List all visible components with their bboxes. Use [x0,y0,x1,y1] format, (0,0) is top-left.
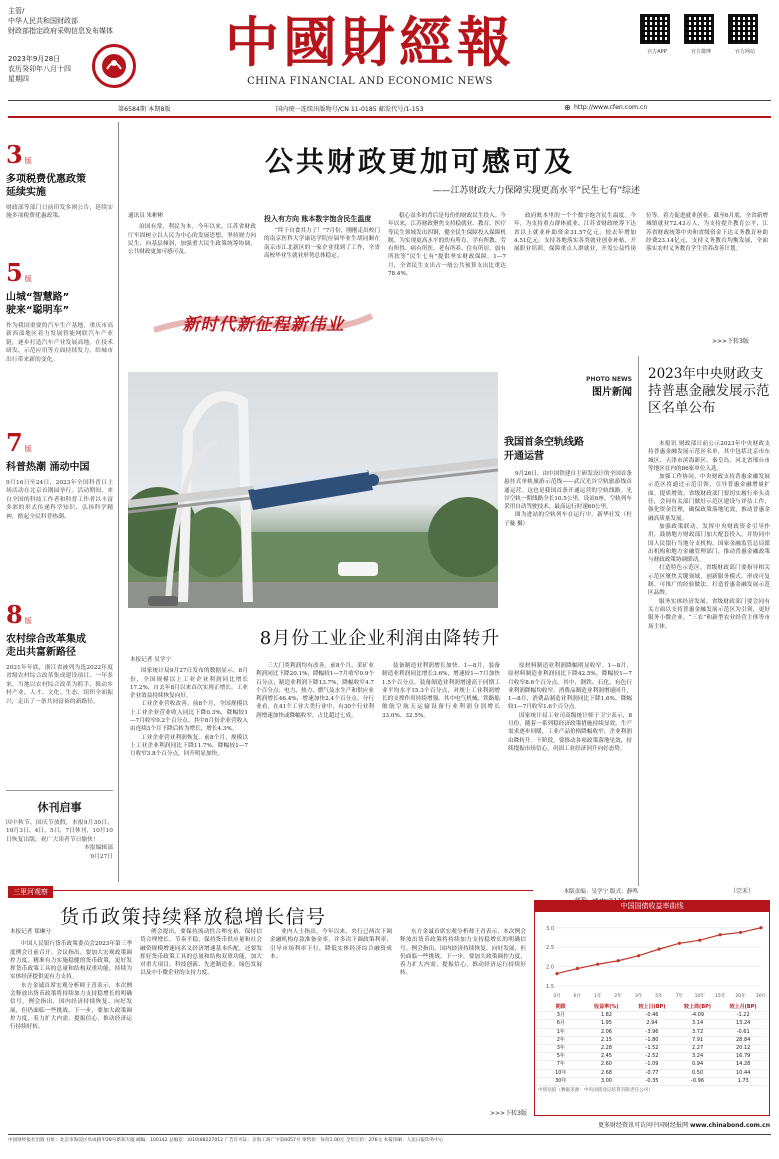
bond-table-row [538,1061,766,1069]
right-para-4: 打造特色示范区。省级财政部门要指导相关示范区聚焦关键领域，创新服务模式，形成可复制、可推广的经验做法，打造普惠金融发展示范区品牌。 [648,565,770,597]
sidebar-item-5[interactable] [6,258,113,398]
industry-para-3: 工业企业营业利润恢复。前8个月，规模以上工业企业利润同比下降11.7%，降幅较1—7月收窄3.8个百分点，回升明显加快。 [130,734,248,758]
x-tick-label: 2年 [614,994,622,999]
bond-table-cell: 20.12 [736,1045,751,1052]
y-tick-label: 2.5 [546,945,554,952]
bond-table-cell: 较上月(BP) [729,1004,757,1010]
yield-point [759,926,762,929]
holiday-notice [6,790,113,871]
publication-code: 国内统一连续出版物号/CN 11-0185 邮发代号/1-153 [276,106,424,113]
bond-table-cell: 期限 [555,1004,566,1010]
bond-table-cell: -0.77 [645,1069,659,1076]
issue-number: 第6584期 本期8版 [118,106,171,113]
bond-table-cell: 2.68 [600,1069,612,1076]
qr-label-app: 官方APP [647,49,667,55]
bond-table-cell: 13.24 [736,1020,751,1027]
bond-table-cell: 1.95 [600,1020,612,1027]
bond-table-row [538,1053,766,1061]
bond-table-cell: -0.35 [645,1077,659,1084]
bond-table-cell: 2.15 [600,1036,612,1043]
qr-label-web: 官方网站 [734,49,755,55]
industry-para-2: 工业企业营收改善。前8个月，全国规模以上工业企业营业收入同比下降0.3%，降幅较1—7月收窄0.2个百分点。其中8月份企业营收入由连续3个月下降后转为增长，增长4.3%。 [130,701,248,733]
bond-table-cell: 10年 [555,1069,567,1076]
bond-table-cell: 收益率(%) [594,1004,619,1010]
monetary-para-2b: 东方金诚首席宏观分析师王青表示，本次例会释放出货币政策将持续加力支持稳增长的明确信号。例会指出，国内经济持续恢复、向好发展，但仍面临一些挑战。下一步，要加大政策调控力度，着力扩大内需、提振信心，推动经济运行持续好转。 [400,929,526,977]
bond-table-row [538,1070,766,1078]
x-tick-label: 3年 [634,994,643,999]
bond-table-cell: 7.91 [692,1036,704,1043]
bond-table-cell: 3.72 [692,1028,704,1035]
qr-website-icon[interactable] [728,14,758,44]
bond-table-cell: 7年 [556,1061,565,1068]
holiday-title: 休刊启事 [37,801,82,814]
bond-table-cell: 6月 [556,1020,565,1027]
lead-subhead: ——江苏财政大力保障实现更高水平“民生七有”综述 [432,186,640,196]
holiday-sign: 本报编辑部 [84,845,113,852]
sidebar-title: 农村综合改革集成 走出共富新路径 [6,634,86,658]
y-tick-label: 3.0 [546,925,554,932]
qr-group [640,14,770,74]
bond-table-cell: -4.09 [691,1012,705,1019]
lead-col-1 [128,212,256,292]
right-story-title: 2023年中央财政支持普惠金融发展示范区名单公布 [648,366,770,416]
yield-point [698,939,701,942]
bond-table-cell: -0.61 [736,1028,750,1035]
bond-table-cell: 30年 [555,1077,567,1084]
industry-para-6: 原材料制造业利润降幅明显收窄。1—8月，原材料制造业利润同比下降42.5%，降幅较1—7月收窄8.6个百分点。其中，钢铁、石化、有色行业利润降幅均收窄。消费品制造业利润增速回升，1—8月，消费品制造业利润同比下降1.6%，降幅较1—7月收窄1.6个百分点。 [508,663,632,711]
industry-para-7: 国家统计局工业司高级统计师于卫宁表示，8月份，随着一系列稳经济政策措施持续显效，生产需求逐步回暖，工业产品价格降幅收窄，企业利润由降转升。下阶段，要推动各项政策落地见效，持续提振市场信心，巩固工业经济回升向好态势。 [508,712,632,752]
slogan-banner [150,306,375,340]
photo-news-tag-cn: 图片新闻 [592,387,632,398]
bond-table [535,1004,769,1086]
anniversary-seal-icon [92,44,136,88]
bond-table-cell: -1.52 [645,1045,659,1052]
photo-news-box [504,376,632,606]
sidebar-page-number: 8 版 [6,600,32,629]
right-story-credit: （宗禾） [730,888,755,895]
x-tick-label: 6月 [573,994,582,999]
qr-app-icon[interactable] [640,14,670,44]
bond-table-cell: 2年 [556,1036,565,1043]
sidebar-text: 作为我国重要的汽车生产基地，重庆市高新西部地区着力发展智能网联汽车产业链，逐步打造汽车产业发展高地。在技术研发、示范应用等方面持续发力，给城市出行带来新的变化。 [6,323,113,363]
lead-para-4: 政府账本里的一个个数字饱含民生温度。今年，为支持重点群体就业，江苏省财政统筹下达省以上就业补助资金31.57亿元，较去年增加4.51亿元，支持各地落实各类就业创业补贴，开展职业培训，保障重点人群就业，开发公益性岗位等。着力促进就业创业。截至6月底，全省新增城镇就业72.43万人，为支持提升教育公平，江苏省财政统筹中央和省级资金下达义务教育补助经费23.14亿元，支持义务教育均衡发展，全面落实农村义务教育学生营养改善计划。 [514,213,768,253]
bond-table-cell: 10.44 [736,1069,751,1076]
sidebar [6,140,113,705]
monetary-para-4: 业内人士指出，今年以来，央行已两次下调金融机构存款准备金率，并多次下调政策利率，引导市场利率下行，降低实体经济综合融资成本。 [270,929,392,960]
monetary-more[interactable]: >>>下转3版 [490,1110,527,1117]
monetary-para-2: 东方金诚首席宏观分析师王青表示，本次例会释放出货币政策将持续加力支持稳增长的明确信号。例会指出，国内经济持续恢复、向好发展，但仍面临一些挑战。下一步，要加大政策调控力度，着力扩大内需、提振信心，推动经济运行持续好转。 [10,982,132,1031]
monetary-col-4 [400,928,526,1108]
bond-table-cell: -0.96 [691,1077,705,1084]
bond-table-cell: 2.27 [692,1045,704,1052]
bond-table-cell: 2.28 [600,1045,612,1052]
lead-byline: 通讯员 朱彬彬 [128,213,164,219]
info-bar [8,103,771,115]
slogan-text: 新时代新征程新伟业 [182,315,345,335]
editor-layout: 版式：静鸣 [610,889,638,895]
sponsor-block [8,6,138,36]
lead-para-2: “终于自食其力了！”7月份，刚刚走出校门的南京医科大学康达学院应届毕业生胡同顺在南京市江北新区的一家企业找到了工作，全省高校毕业生就业形势总体稳定。 [264,228,380,259]
masthead [0,0,779,100]
sidebar-page-number: 3 版 [6,140,32,169]
bond-table-row [538,1029,766,1037]
yield-point [719,933,722,936]
bond-table-row [538,1078,766,1086]
x-tick-label: 1年 [594,994,602,999]
bond-table-cell: 0.50 [692,1069,704,1076]
lead-col-2 [264,212,380,304]
industry-col-1 [130,656,248,884]
sidebar-divider [118,122,119,882]
news-photo [128,372,498,608]
bond-table-cell: -3.96 [645,1028,659,1035]
top-rule [8,100,771,101]
bond-table-cell: -1.09 [645,1061,659,1068]
right-para-3: 加强政策联动。发挥中央财政资金引导作用，鼓励地方财政部门加大配套投入，并协同中国人民银行当地分支机构、国家金融监管总局派出机构和地方金融管理部门，推动普惠金融政策与财政政策协调联动。 [648,523,770,564]
monetary-byline: 本报记者 郑琳兮 [10,929,51,935]
y-tick-label: 1.5 [546,984,554,990]
date-line-2: 农历癸卯年八月十四 [8,65,71,73]
industry-col-2 [256,662,374,884]
sidebar-text: 9月16日至24日，2023年全国科普日主场活动在北京首钢园举行。活动期间，来自全国的科技工作者和科普工作者以丰富多彩的形式传递科学知识、弘扬科学精神，掀起全民科普热潮。 [6,480,113,520]
bond-table-cell: 2.06 [600,1028,612,1035]
section-tag: 三里河观察 [8,886,53,898]
sidebar-title: 科普热潮 涌动中国 [6,462,90,473]
sponsor-line-3: 财政部指定政府采购信息发布媒体 [8,27,113,35]
qr-weibo-icon[interactable] [684,14,714,44]
sponsor-line-1: 主管/ [8,7,25,15]
yield-point [657,948,660,951]
x-tick-label: 7年 [675,994,684,999]
sidebar-page-number: 7 版 [6,428,32,457]
industry-col-4 [508,662,632,884]
bond-table-cell: 16.79 [736,1053,751,1060]
sidebar-text: 2021年年底，浙江省被列为选2022年度省级农村综合改革集成建设项目。一年多来，当地以农村综合改革为抓手，推动乡村产业、人才、文化、生态、组织全面振兴，走出了一条共同富裕的新路径。 [6,665,113,705]
right-para-5: 服务实体经济发展。省级财政部门要会同有关方面以支持普惠金融发展示范区为引领，更好服务小微企业、“三农”和新型农业经营主体等市场主体。 [648,598,770,630]
bond-table-row [538,1020,766,1028]
bond-table-row [538,1037,766,1045]
lead-para-1: 治国有常，利民为本。今年以来，江苏省财政厅牢固树立以人民为中心的发展思想，坚持财力向民生、向基层倾斜，加强重大民生政策统筹协调，公共财政更加可感可及。 [128,224,256,256]
bond-table-cell: 2.94 [646,1020,658,1027]
bond-table-cell: 1.73 [737,1077,749,1084]
section-red-rule [8,890,533,891]
industry-col-3 [382,662,500,884]
holiday-text: 因中秋节、国庆节放假，本报9月30日、10月3日、4日、5日、7日休刊，10月10日恢复出版。祝广大读者节日愉快！ [6,820,113,843]
top-red-rule [8,116,771,118]
industry-byline: 本报记者 吴学宁 [130,657,171,663]
bond-table-cell: 1年 [556,1028,565,1035]
bond-table-cell: -2.52 [645,1053,659,1060]
photo-news-credit: 图为进站的空轨列车在运行中。新华社发（杜子璇 摄） [504,512,632,527]
date-line-3: 星期四 [8,75,29,83]
industry-headline: 8月份工业企业利润由降转升 [259,628,501,649]
date-block [8,54,98,84]
bond-table-cell: 较上周(BP) [684,1004,712,1010]
bond-table-cell: 28.84 [736,1036,751,1043]
sidebar-text: 财政部等部门日前印发多则公告，延续实施多项税费优惠政策。 [6,205,113,220]
right-para-1: 本报讯 财政部日前公示2023年中央财政支持普惠金融发展示范区名单，其中包括北京市东城区、天津市滨海新区、秦皇岛、河北省邢台市等地区在内的86家单位入选。 [648,441,770,472]
x-tick-label: 3月 [553,994,561,999]
yield-point [617,959,620,962]
yield-point [739,931,742,934]
photo-news-text: 9月26日，由中国铁建自主研发设计的全国首条悬挂式单轨旅游示范线——武汉光谷空轨旅游线首通运营。这也是我国首条开通运营的空轨线路。光谷空轨一期线路全长10.5公里，设站6座。空轨列车采用自动驾驶技术，最高运行时速60公里。 [504,471,632,511]
monetary-headline: 货币政策持续释放稳增长信号 [60,906,327,928]
yield-point [555,972,558,975]
bond-table-cell: 5年 [556,1053,565,1060]
sidebar-title: 多项税费优惠政策 延续实施 [6,174,86,198]
x-tick-label: 30年 [755,994,767,999]
sidebar-item-8[interactable] [6,600,113,748]
industry-para-5: 装备制造业利润增长加快。1—8月，装备制造业利润同比增长3.6%，增速较1—7月加快1.5个百分点，装备制造业利润增速高于同期工业平均水平15.3个百分点，对规上工业利润增长的支撑作用持续增强。其中电气机械、铁路船舶航空航天运输设备行业利润分别增长33.0%、32.5%。 [382,663,500,719]
bond-table-cell: -1.80 [645,1036,659,1043]
digital-url[interactable]: www.chinabond.com.cn [689,1122,770,1129]
lead-col-3 [388,212,506,368]
monetary-col-3 [270,928,392,1118]
newspaper-title: 中國財經報 [225,10,515,74]
website-link[interactable]: http://www.cfen.com.cn [574,104,648,111]
yield-point [678,942,681,945]
bond-table-cell: -0.46 [645,1012,659,1019]
globe-icon: ⊕ [564,103,571,112]
lead-subheading: 投入有方向 账本数字饱含民生温度 [264,214,372,223]
x-tick-label: 15年 [714,994,726,999]
bond-table-cell: 3.00 [600,1077,612,1084]
sky-rail-image-icon [128,372,498,608]
sidebar-item-3[interactable] [6,140,113,221]
sidebar-item-7[interactable] [6,428,113,597]
bond-table-cell: -1.22 [736,1012,750,1019]
photo-news-tag-en: PHOTO NEWS [586,376,632,383]
bond-table-cell: 3.14 [692,1020,704,1027]
bond-table-cell: 0.94 [692,1061,704,1068]
industry-para-1: 国家统计局9月27日发布的数据显示，8月份，全国规模以上工业企业利润同比增长17.2%，自去年8月以来首次实现正增长。工业企业效益持续恢复向好。 [130,668,248,700]
bond-table-cell: 3.24 [692,1053,704,1060]
sponsor-line-2: 中华人民共和国财政部 [8,17,78,25]
bond-table-cell: 14.28 [736,1061,751,1068]
yield-point [576,967,579,970]
digital-notice [540,1120,770,1129]
x-tick-label: 5年 [655,994,663,999]
lead-more[interactable]: >>>下转3版 [712,338,749,345]
right-divider [638,356,639,886]
sidebar-title: 山城“智慧路” 驶来“聪明车” [6,292,70,316]
bond-table-row [538,1012,766,1020]
holiday-date: 9月27日 [90,853,113,860]
bond-table-cell: 较上日(BP) [638,1004,666,1010]
y-tick-label: 2.0 [546,964,554,971]
yield-point [596,963,599,966]
sidebar-page-number: 5 版 [6,258,32,287]
x-tick-label: 10年 [694,994,706,999]
bond-yield-chart [535,912,769,1004]
editor-duty: 本版责编：吴学宁 [563,889,609,895]
bond-note: 中债估值（数据来源：中央国债登记结算有限责任公司） [538,1088,653,1094]
digital-text: 更多财经资讯可访问中国财经报网 [598,1122,689,1129]
monetary-para-1: 中国人民银行货币政策委员会2023年第三季度例会日前召开。会议指出，要加大宏观政策调控力度，精准有力实施稳健的货币政策，更好发挥货币政策工具的总量和结构双重功能，持续为实体经济提供更有力支持。 [10,941,132,981]
bond-table-row [538,1045,766,1053]
photo-news-title: 我国首条空轨线路 开通运营 [504,437,584,462]
bond-table-cell: 2.60 [600,1061,612,1068]
bond-chart-title: 中国国债收益率曲线 [535,901,769,912]
x-tick-label: 20年 [735,994,746,999]
monetary-col-2 [140,928,262,1118]
industry-para-4: 三大门类利润均有改善。前8个月，采矿业利润同比下降20.1%，降幅较1—7月收窄0.9个百分点；制造业利润下降13.7%，降幅收窄4.7个百分点；电力、热力、燃气及水生产和供应业利润增长46.4%，增速加快2.4个百分点。分行业看，在41个工业大类行业中，有30个行业利润增速加快或降幅收窄，占比超过七成。 [256,663,374,719]
bond-table-cell: 3年 [556,1045,565,1052]
yield-point [637,954,640,957]
right-para-2: 加强工作协同，中央财政支持普惠金融发展示范区将通过示范引领，引导普惠金融增量扩面、提质增效。省级财政部门要切实履行牵头责任，会同有关部门做好示范区建设与评估工作，强化资金管理，确保政策落地见效，推动普惠金融高质量发展。 [648,474,770,522]
qr-label-weibo: 官方微博 [690,49,711,55]
monetary-col-1 [10,928,132,1118]
newspaper-title-en: CHINA FINANCIAL AND ECONOMIC NEWS [247,76,493,87]
right-story-body [648,440,770,878]
footer-imprint: 中国财经报社出版 社址：北京市海淀区阜成路甲28号新知大厦 邮编：100142 总编室：(010)88227012 广告许可证：京海工商广字第0057号 零售价：每份1.00元 全年订价：276元 本报印刷：人民日报印务中心 [8,1138,444,1143]
lead-col-4 [514,212,768,348]
date-line-1: 2023年9月28日 [8,55,61,63]
bond-table-cell: 1.82 [600,1012,612,1019]
lead-headline: 公共财政更加可感可及 [264,145,575,178]
bond-chart-box [534,900,770,1116]
bond-table-header [538,1004,766,1012]
monetary-para-3: 例会提出，要保持流动性合理充裕，保持信贷合理增长、节奏平稳，保持货币供应量和社会融资规模增速同名义经济增速基本匹配。还要发挥好货币政策工具的总量和结构双重功能，加大对重大项目、科技创新、先进制造业、绿色发展以及中小微企业的支持力度。 [140,929,262,977]
bond-table-cell: 2.45 [600,1053,612,1060]
lead-para-3: 稳心益多的背后是每份的财政民生投入。今年以来，江苏财政聚焦支持稳就业、教育、医疗等民生领域发出四钢，健全民生保障投入保障机制，为实现更高水平的幼有所育、学有所教、劳有所得、病有所医、老有所养、住有所居、弱有所扶等“民生七有”提供坚实财政保障。1—7月，全省民生支出占一般公共预算支出比重达78.4%。 [388,213,506,278]
bond-table-cell: 3月 [556,1012,565,1019]
bottom-rule [8,1134,771,1135]
